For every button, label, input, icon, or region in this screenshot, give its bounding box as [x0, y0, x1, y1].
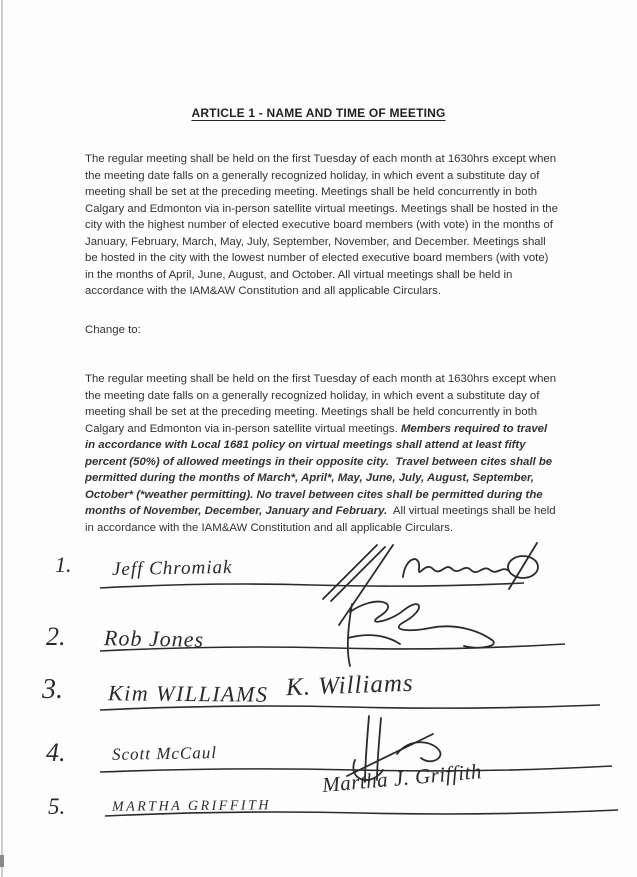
signee-name-2: Rob Jones — [103, 625, 205, 652]
paragraph-original — [85, 151, 562, 300]
signature-row-number-5: 5. — [48, 794, 66, 819]
paragraph-segment: The regular meeting shall be held on the first Tuesday of each month at 1630hrs except when the meeting date falls on a generally recognized holiday, in which event a substitute day of meeting shall be set at the preceding meeting. Meetings shall be held concurrently in both Calgary and Edmonton via in-person satellite virtual meetings. Meetings shall be hosted in the city with the highest number of elected executive board members (with vote) in the months of January, February, March, May, July, September, November, and December. Meetings shall be hosted in the city with the lowest number of elected executive board members (with vote) in the months of April, June, August, and October. All virtual meetings shall be held in accordance with the IAM&AW Constitution and all applicable Circulars. — [85, 153, 562, 297]
paragraph-revised — [85, 371, 559, 536]
signee-name-4: Scott McCaul — [111, 743, 218, 764]
signature-line-5 — [105, 806, 618, 820]
signature-row-number-2: 2. — [46, 622, 66, 651]
paragraph-segment: Members required to travel in accordance with Local 1681 policy on virtual meetings shall attend at least fifty percent (50%) of allowed meetings in their opposite city. Travel between cites shall be permitted during the months of March*, April*, May, June, July, August, September, October* (*weather permitting). No travel between cites shall be permitted during the months of November, December, January and February. — [85, 422, 556, 517]
change-to-label: Change to: — [85, 324, 141, 336]
paragraph-segment: All virtual meetings shall be held in accordance with the IAM&AW Constitution and all applicable Circulars. — [85, 505, 559, 534]
signee-name-3: Kim WILLIAMS — [107, 680, 269, 707]
page-title-text: ARTICLE 1 - NAME AND TIME OF MEETING — [191, 106, 446, 120]
signature-row-number-3: 3. — [42, 674, 63, 705]
signature-row-number-1: 1. — [55, 552, 72, 577]
signature-line-1 — [100, 578, 524, 592]
signee-name-5: MARTHA GRIFFITH — [111, 798, 272, 815]
paragraph-segment: The regular meeting shall be held on the first Tuesday of each month at 1630hrs except when the meeting date falls on a generally recognized holiday, in which event a substitute day of meeting shall be set at the preceding meeting. Meetings shall be held concurrently in both Calgary and Edmonton via in-person satellite virtual meetings. — [85, 373, 560, 435]
page-title — [0, 106, 637, 120]
signature-line-2 — [100, 640, 565, 654]
signature-text-3: K. Williams — [285, 669, 415, 702]
scan-edge-artifact — [1, 0, 3, 877]
signature-scribble-2 — [330, 592, 510, 672]
signature-text-5: Martha J. Griffith — [321, 759, 483, 797]
signature-row-number-4: 4. — [46, 738, 66, 767]
scan-speck-artifact — [0, 855, 4, 867]
signee-name-1: Jeff Chromiak — [111, 556, 233, 581]
